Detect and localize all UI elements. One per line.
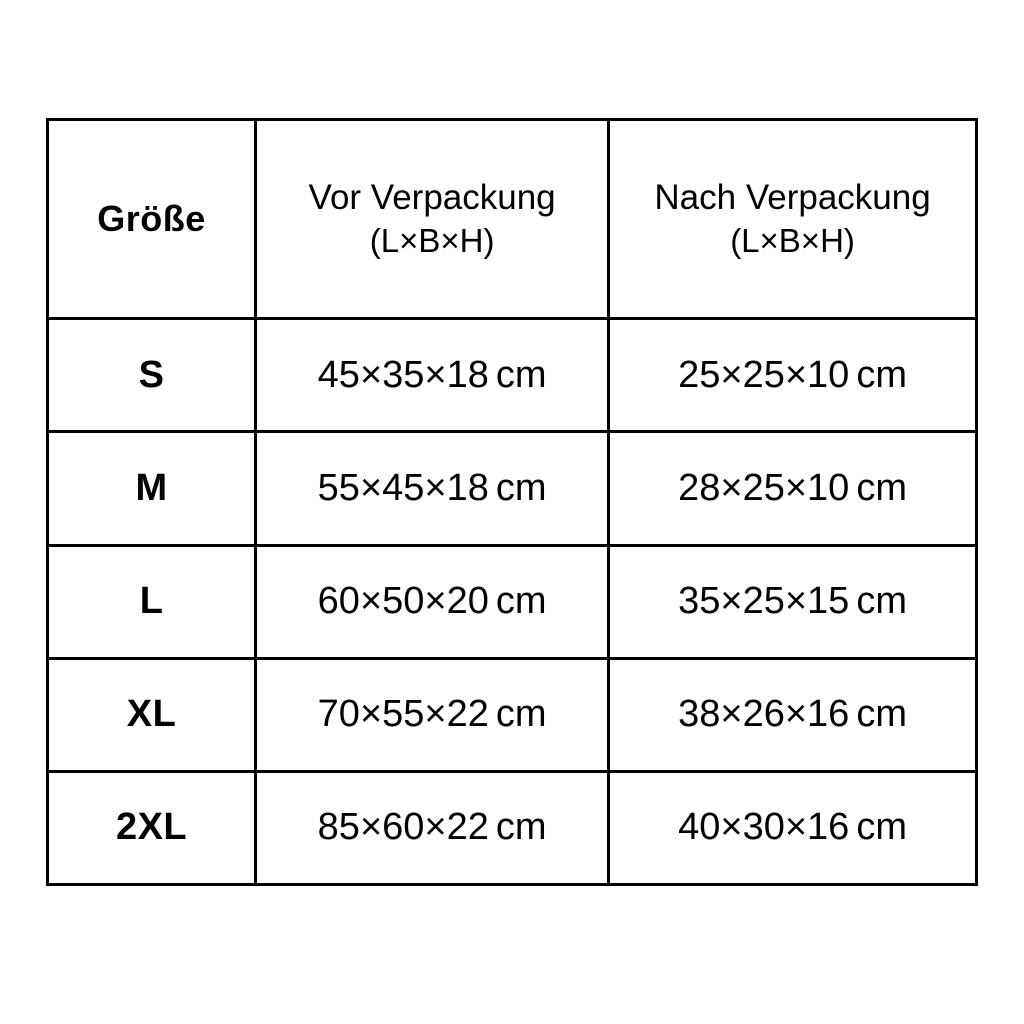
row-before-value: 60×50×20: [317, 580, 489, 623]
row-before-dimensions: [256, 319, 609, 432]
row-after-dimensions: [609, 319, 977, 432]
row-after-value: 28×25×10: [678, 467, 850, 509]
row-before-unit: cm: [495, 467, 547, 509]
row-after-dimensions: [609, 658, 977, 771]
row-size: 2XL: [48, 771, 256, 884]
row-after-value: 40×30×16: [678, 806, 850, 849]
row-before-value: 55×45×18: [317, 467, 489, 509]
size-table: [46, 118, 978, 886]
header-after-packing-line1: Nach Verpackung: [654, 177, 931, 217]
row-before-unit: cm: [495, 580, 547, 623]
row-before-unit: cm: [495, 693, 547, 736]
row-size: XL: [48, 658, 256, 771]
row-after-dimensions: [609, 771, 977, 884]
row-after-unit: cm: [856, 693, 907, 736]
row-after-unit: cm: [856, 580, 907, 623]
header-before-packing-line2: (L×B×H): [369, 222, 495, 260]
row-before-dimensions: [256, 545, 609, 658]
table-row: [48, 771, 977, 884]
row-after-unit: cm: [856, 467, 907, 509]
row-after-value: 35×25×15: [678, 580, 850, 623]
row-after-value: 25×25×10: [678, 353, 850, 396]
row-after-unit: cm: [856, 806, 907, 849]
size-chart: [46, 118, 978, 886]
row-before-unit: cm: [495, 353, 547, 396]
header-size: Größe: [48, 120, 256, 319]
row-before-dimensions: [256, 432, 609, 545]
row-before-value: 45×35×18: [317, 353, 489, 396]
row-before-dimensions: [256, 658, 609, 771]
table-row: [48, 658, 977, 771]
row-before-dimensions: [256, 771, 609, 884]
header-after-packing-line2: (L×B×H): [730, 222, 855, 260]
row-after-dimensions: [609, 545, 977, 658]
row-after-dimensions: [609, 432, 977, 545]
row-size: M: [48, 432, 256, 545]
table-row: [48, 432, 977, 545]
header-after-packing: [609, 120, 977, 319]
header-before-packing-line1: Vor Verpackung: [308, 177, 556, 217]
row-size: L: [48, 545, 256, 658]
table-header-row: [48, 120, 977, 319]
row-before-value: 85×60×22: [317, 806, 489, 849]
row-size: S: [48, 319, 256, 432]
row-before-unit: cm: [495, 806, 547, 849]
row-after-value: 38×26×16: [678, 693, 850, 736]
table-row: [48, 545, 977, 658]
row-before-value: 70×55×22: [317, 693, 489, 736]
table-row: [48, 319, 977, 432]
header-before-packing: [256, 120, 609, 319]
row-after-unit: cm: [856, 353, 907, 396]
